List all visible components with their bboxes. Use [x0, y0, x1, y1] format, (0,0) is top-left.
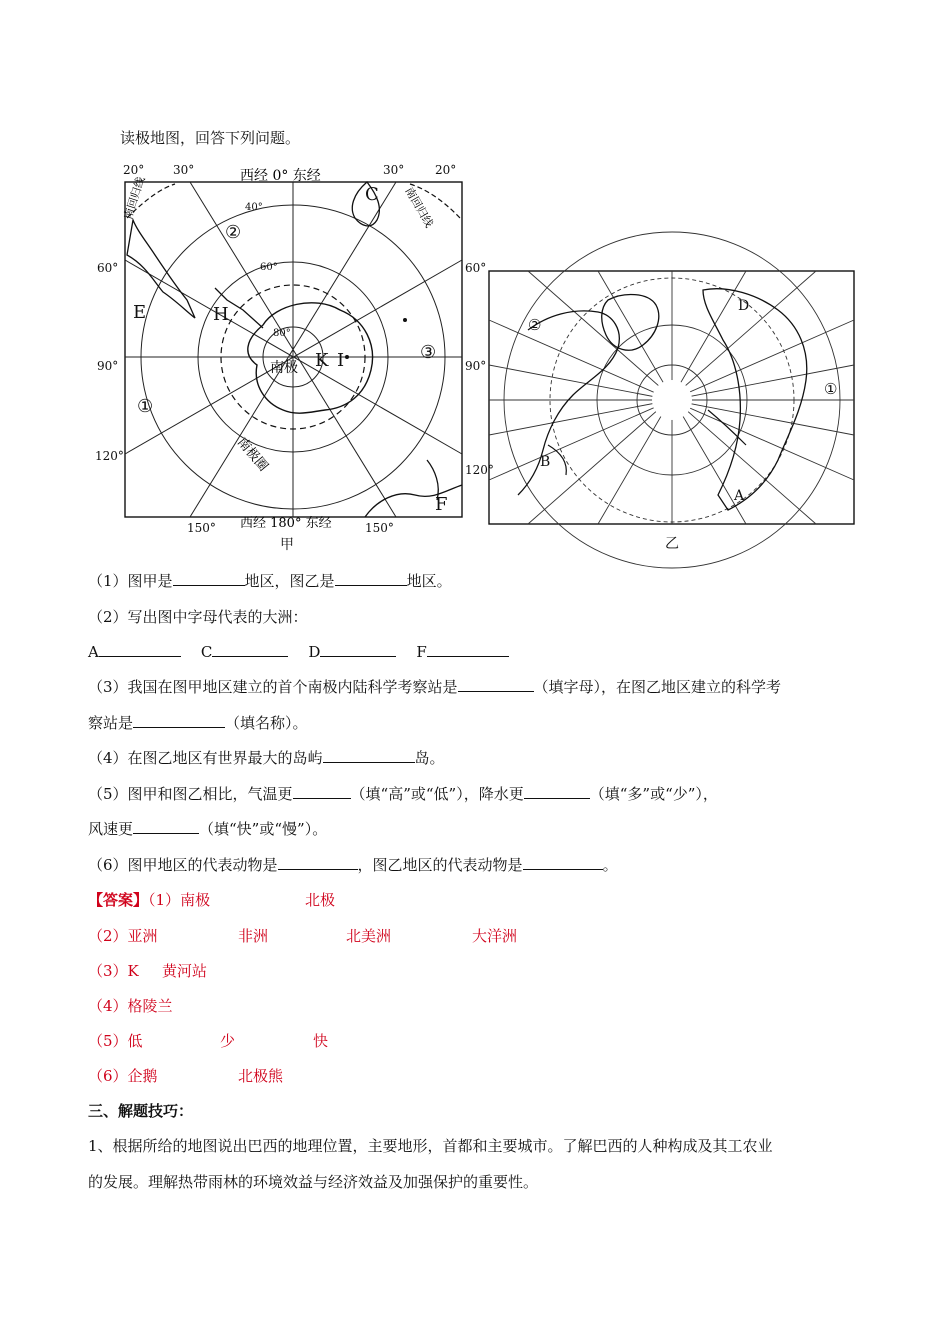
answer-2-x: 非洲 [238, 927, 269, 945]
letter-a: A [734, 488, 745, 504]
bottom-meridian-label: 西经 180° 东经 [240, 516, 332, 531]
tropic-label-left: 南回归线 [121, 175, 148, 221]
lon-label: 150° [187, 521, 216, 535]
lon-label: 90° [465, 359, 487, 373]
lat-label: 40° [245, 202, 263, 213]
answer-row-3: （3）K [88, 962, 139, 980]
answer-5-y: 少 [220, 1032, 236, 1050]
region-2: ② [528, 316, 542, 334]
north-america-coast [518, 311, 619, 495]
section-3-paragraph-line1: 1、根据所给的地图说出巴西的地理位置，主要地形，首都和主要城市。了解巴西的人种构成及其工农业 [88, 1137, 773, 1155]
answer-2-y: 北美洲 [346, 927, 392, 945]
lon-label: 120° [465, 463, 494, 477]
top-meridian-label: 西经 0° 东经 [240, 168, 321, 184]
answer-row-2: （2）亚洲 [88, 927, 158, 945]
lon-label: 20° [123, 163, 145, 177]
lon-label: 30° [173, 163, 195, 177]
answer-row-5: （5）低 [88, 1032, 143, 1050]
question-1: （1）图甲是 地区，图乙是 地区。 [88, 572, 452, 590]
greenland-coast [602, 295, 659, 351]
intro-text: 读极地图，回答下列问题。 [120, 129, 301, 147]
station-dot [403, 318, 407, 322]
section-3-paragraph-line2: 的发展。理解热带雨林的环境效益与经济效益及加强保护的重要性。 [88, 1173, 539, 1191]
fig-yi-caption: 乙 [665, 536, 679, 552]
answer-row-1: 【答案】（1）南极 [88, 891, 211, 909]
region-1: ① [824, 380, 838, 398]
question-3-line2: 察站是 （填名称）。 [88, 714, 308, 732]
question-5-line1: （5）图甲和图乙相比，气温更 （填“高”或“低”），降水更 （填“多”或“少”）， [88, 785, 718, 803]
south-pole-map [95, 160, 494, 555]
letter-k: K [315, 350, 329, 371]
region-1: ① [137, 396, 154, 417]
answer-2-z: 大洋洲 [472, 927, 518, 945]
answer-blank [173, 571, 245, 586]
lon-label: 90° [97, 359, 119, 373]
lon-label: 20° [435, 163, 457, 177]
question-4: （4）在图乙地区有世界最大的岛屿 岛。 [88, 749, 445, 767]
south-pole-label: 南极 [270, 360, 298, 376]
pole-center [652, 380, 692, 420]
antarctic-circle-label: 南极圈 [233, 434, 271, 475]
answer-1-y: 北极 [305, 891, 336, 909]
letter-f: F [435, 494, 448, 515]
question-6: （6）图甲地区的代表动物是 ，图乙地区的代表动物是 。 [88, 856, 618, 874]
section-3-title: 三、解题技巧： [88, 1102, 194, 1120]
coast-line [548, 445, 566, 475]
answer-row-6: （6）企鹅 [88, 1067, 158, 1085]
lat-label: 80° [273, 328, 291, 339]
letter-i: I [337, 350, 345, 371]
fig-jia-caption: 甲 [280, 537, 294, 553]
answer-5-z: 快 [313, 1032, 329, 1050]
lon-label: 150° [365, 521, 394, 535]
region-3: ③ [420, 342, 437, 363]
station-dot-k [345, 355, 349, 359]
letter-h: H [213, 304, 229, 325]
question-5-line2: 风速更 （填“快”或“慢”）。 [88, 820, 328, 838]
answer-6-y: 北极熊 [238, 1067, 284, 1085]
answer-blank [335, 571, 407, 586]
letter-b: B [540, 454, 551, 470]
lat-label: 60° [260, 262, 278, 273]
lon-label: 30° [383, 163, 405, 177]
tropic-label-right: 南回归线 [402, 185, 436, 230]
letter-d: D [738, 298, 750, 314]
question-2-blanks: A C D F [88, 642, 509, 662]
question-3-line1: （3）我国在图甲地区建立的首个南极内陆科学考察站是 （填字母），在图乙地区建立的科学考 [88, 678, 782, 696]
lon-label: 60° [97, 261, 119, 275]
north-pole-map [488, 270, 856, 528]
question-2: （2）写出图中字母代表的大洲： [88, 608, 308, 626]
lon-label: 60° [465, 261, 487, 275]
answer-3-y: 黄河站 [162, 962, 208, 980]
answer-row-4: （4）格陵兰 [88, 997, 173, 1015]
region-2: ② [225, 222, 242, 243]
letter-e: E [133, 302, 147, 323]
letter-c: C [365, 184, 379, 205]
lon-label: 120° [95, 449, 124, 463]
